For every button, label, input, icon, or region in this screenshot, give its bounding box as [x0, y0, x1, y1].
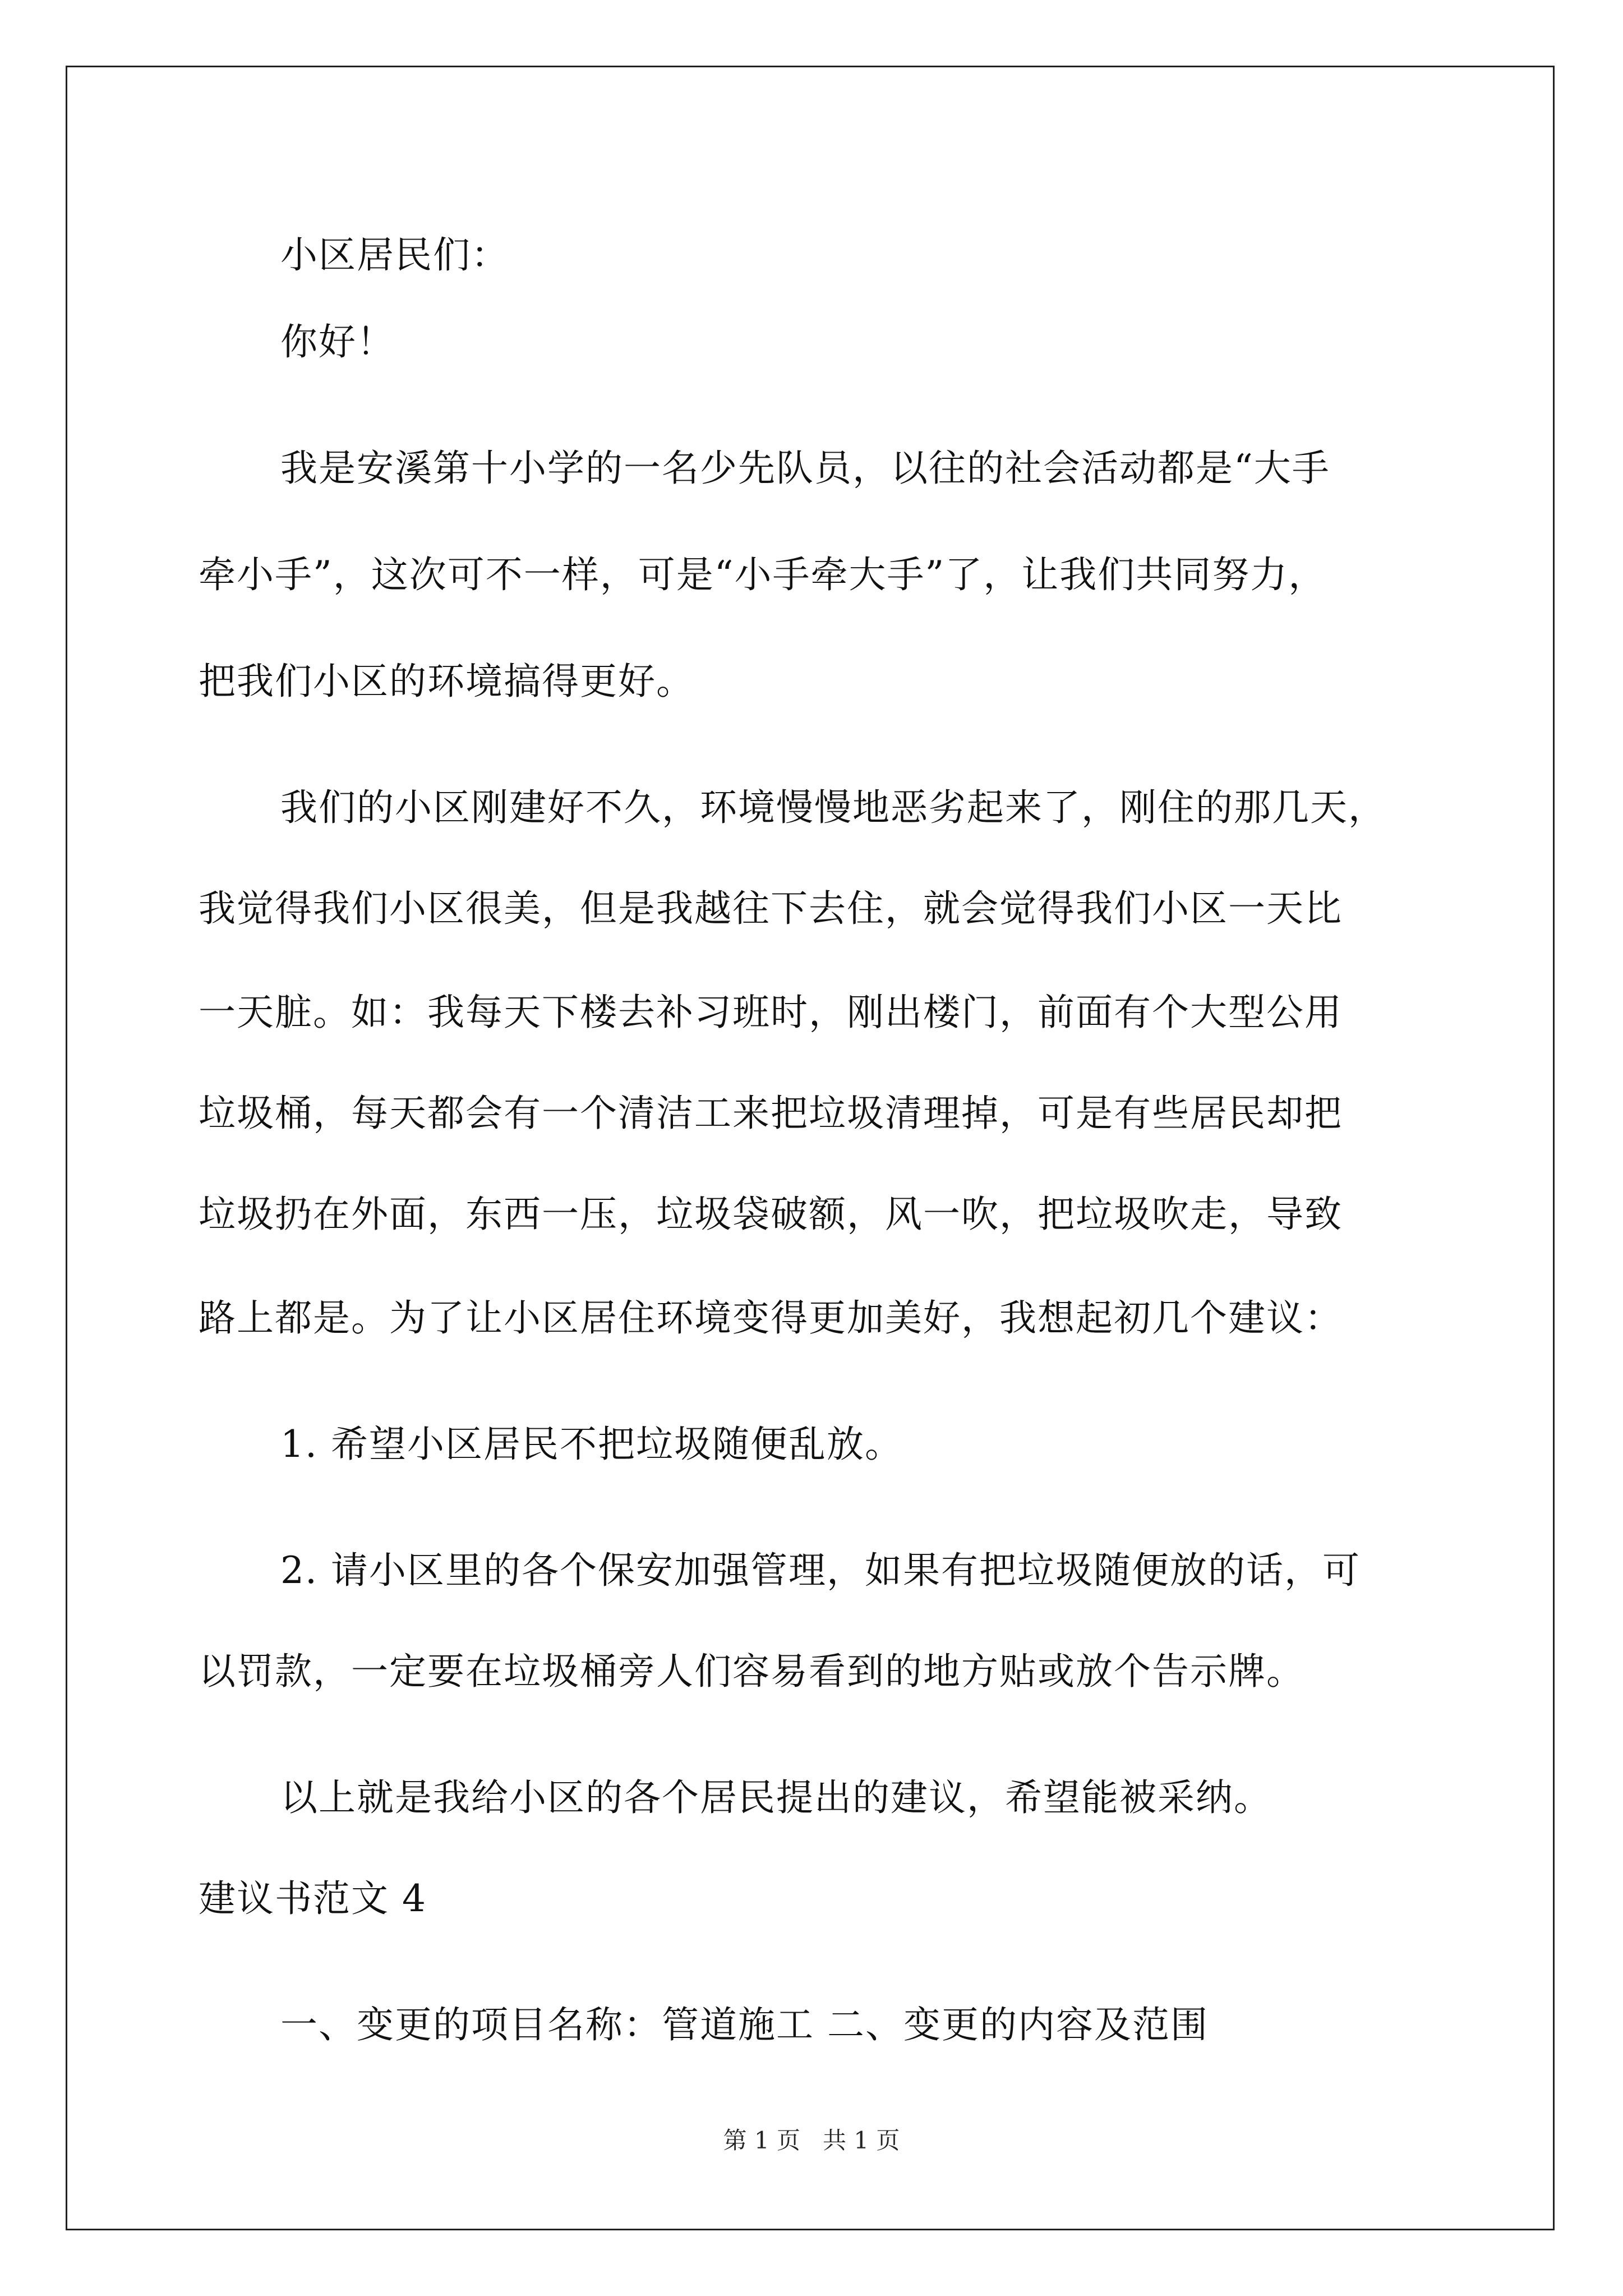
paragraph-line: 把我们小区的环境搞得更好。 — [199, 660, 694, 703]
paragraph-line: 我们的小区刚建好不久，环境慢慢地恶劣起来了，刚住的那几天， — [280, 786, 1386, 829]
page-footer — [0, 2125, 1623, 2156]
paragraph-line: 我是安溪第十小学的一名少先队员，以往的社会活动都是“大手 — [280, 447, 1330, 490]
paragraph-line: 垃圾扔在外面，东西一压，垃圾袋破额，风一吹，把垃圾吹走，导致 — [199, 1193, 1343, 1236]
paragraph-line: 一天脏。如：我每天下楼去补习班时，刚出楼门，前面有个大型公用 — [199, 991, 1343, 1034]
section-heading: 建议书范文 4 — [199, 1877, 427, 1920]
paragraph-line: 我觉得我们小区很美，但是我越往下去住，就会觉得我们小区一天比 — [199, 887, 1343, 930]
paragraph-line: 以上就是我给小区的各个居民提出的建议，希望能被采纳。 — [280, 1776, 1272, 1819]
paragraph-line: 一、变更的项目名称：管道施工 二、变更的内容及范围 — [280, 2003, 1209, 2046]
paragraph-line: 路上都是。为了让小区居住环境变得更加美好，我想起初几个建议： — [199, 1296, 1343, 1340]
paragraph-line: 牵小手”，这次可不一样，可是“小手牵大手”了，让我们共同努力， — [199, 553, 1327, 596]
page-total: 共 1 页 — [823, 2127, 900, 2154]
paragraph-line: 垃圾桶，每天都会有一个清洁工来把垃圾清理掉，可是有些居民却把 — [199, 1092, 1343, 1135]
page-number: 第 1 页 — [723, 2127, 800, 2154]
greeting: 你好！ — [280, 320, 395, 364]
paragraph-line: 以罚款，一定要在垃圾桶旁人们容易看到的地方贴或放个告示牌。 — [199, 1650, 1304, 1693]
salutation: 小区居民们： — [280, 233, 509, 277]
list-item: 1. 希望小区居民不把垃圾随便乱放。 — [280, 1423, 903, 1466]
list-item: 2. 请小区里的各个保安加强管理，如果有把垃圾随便放的话，可 — [280, 1549, 1361, 1592]
